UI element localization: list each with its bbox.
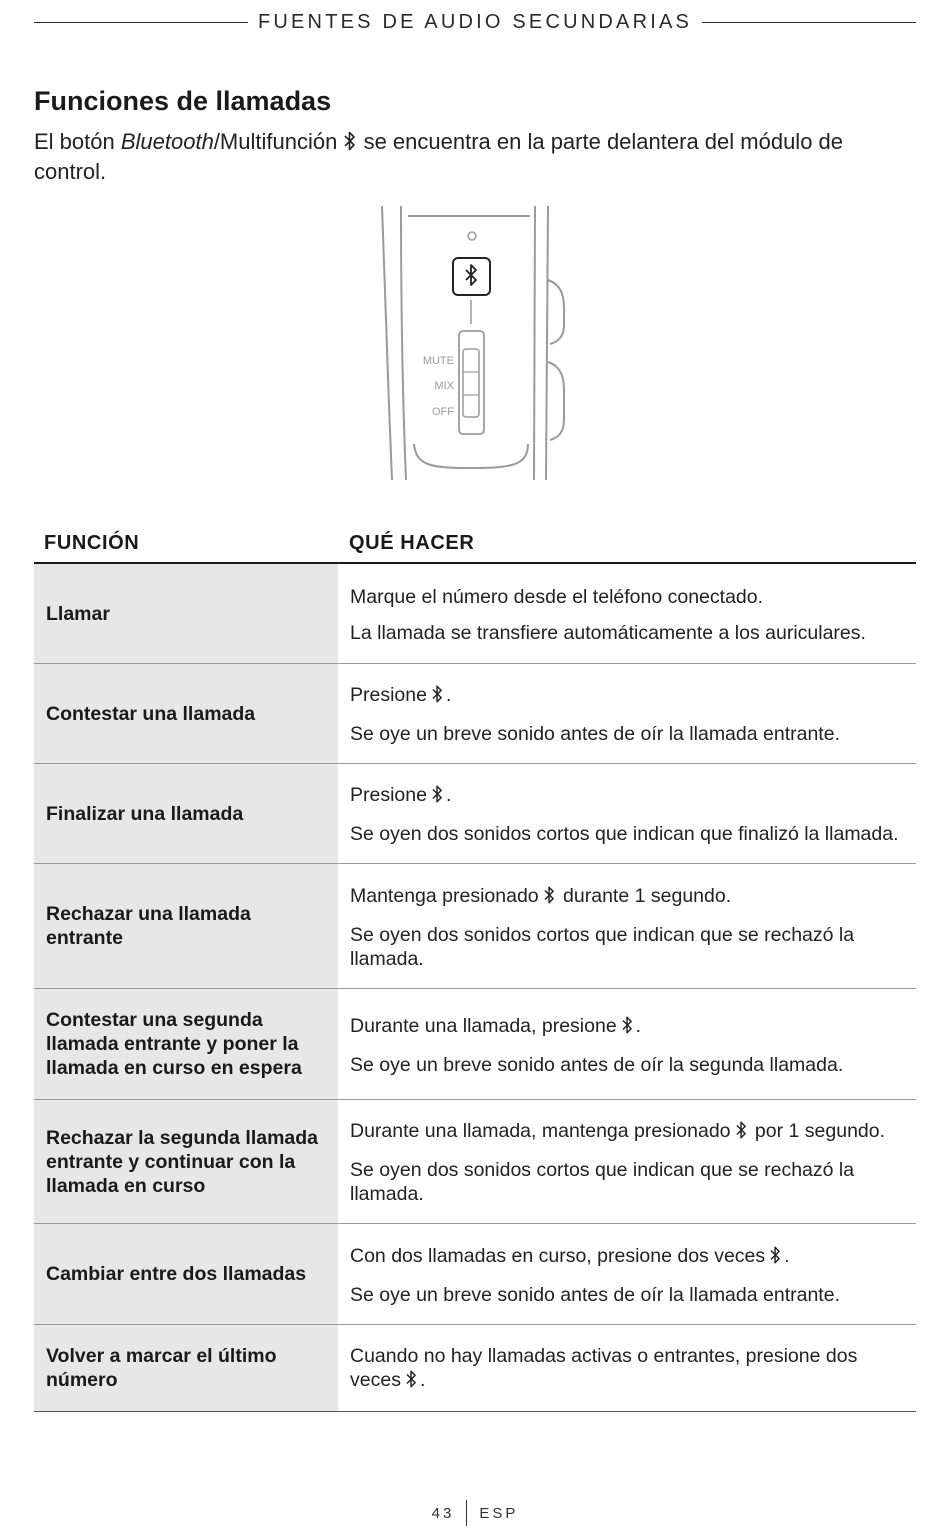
action-line xyxy=(350,1053,904,1077)
action-cell xyxy=(338,1100,916,1223)
function-cell: Volver a marcar el último número xyxy=(34,1325,338,1411)
action-cell xyxy=(338,989,916,1099)
action-text: Se oye un breve sonido antes de oír la llamada entrante. xyxy=(350,723,840,745)
action-text-after: . xyxy=(635,1014,642,1037)
header-what-to-do: QUÉ HACER xyxy=(349,532,475,554)
action-line xyxy=(350,1283,904,1307)
action-text: Cuando no hay llamadas activas o entrantes, presione dos veces xyxy=(350,1344,858,1391)
header-rule-right xyxy=(702,22,916,23)
intro-italic: Bluetooth xyxy=(120,129,214,154)
action-line xyxy=(350,683,904,710)
table-row xyxy=(34,989,916,1100)
table-row xyxy=(34,1325,916,1412)
action-line xyxy=(350,923,904,971)
function-cell: Rechazar la segunda llamada entrante y continuar con la llamada en curso xyxy=(34,1100,338,1223)
action-line xyxy=(350,822,904,846)
action-text: Durante una llamada, presione xyxy=(350,1014,617,1037)
action-text: Mantenga presionado xyxy=(350,884,539,907)
bluetooth-icon xyxy=(466,265,476,285)
action-text: Presione xyxy=(350,784,427,806)
action-text: La llamada se transfiere automáticamente a los auriculares. xyxy=(350,621,866,644)
bluetooth-icon xyxy=(543,885,556,911)
action-cell xyxy=(338,564,916,663)
action-text: Se oyen dos sonidos cortos que indican que se rechazó la llamada. xyxy=(350,1159,855,1205)
bluetooth-icon xyxy=(431,684,444,710)
action-text: Con dos llamadas en curso, presione dos veces xyxy=(350,1244,766,1267)
intro-part3: se encuentra en la parte delantera del módulo de control. xyxy=(34,129,844,184)
action-text-after: . xyxy=(445,784,452,806)
control-module-illustration xyxy=(370,204,580,482)
action-cell xyxy=(338,664,916,763)
function-cell: Contestar una llamada xyxy=(34,664,338,763)
page-heading: Funciones de llamadas xyxy=(34,86,332,116)
page-number: 43 xyxy=(431,1504,455,1522)
bluetooth-icon xyxy=(621,1015,634,1041)
bluetooth-icon xyxy=(735,1120,748,1146)
function-cell: Finalizar una llamada xyxy=(34,764,338,863)
bluetooth-icon xyxy=(343,130,357,158)
action-line xyxy=(350,1014,904,1041)
header-rule-left xyxy=(34,22,248,23)
action-cell xyxy=(338,864,916,988)
table-row xyxy=(34,664,916,764)
action-text: Marque el número desde el teléfono conectado. xyxy=(350,585,764,608)
action-text-after: por 1 segundo. xyxy=(749,1120,886,1142)
action-text-after: . xyxy=(445,684,452,706)
action-line xyxy=(350,884,904,911)
action-line xyxy=(350,1244,904,1271)
function-cell: Contestar una segunda llamada entrante y poner la llamada en curso en espera xyxy=(34,989,338,1099)
off-label: OFF xyxy=(432,406,454,418)
page-footer xyxy=(0,1500,950,1526)
intro-part1: El botón xyxy=(34,129,121,154)
action-cell xyxy=(338,1224,916,1324)
action-text: Durante una llamada, mantenga presionado xyxy=(350,1120,731,1142)
footer-separator xyxy=(466,1500,467,1526)
section-title: FUENTES DE AUDIO SECUNDARIAS xyxy=(257,10,693,33)
mix-label: MIX xyxy=(434,380,454,392)
action-text-after: durante 1 segundo. xyxy=(557,884,732,907)
intro-part2: /Multifunción xyxy=(213,129,338,154)
call-functions-table xyxy=(34,524,916,1412)
table-row xyxy=(34,1100,916,1224)
section-header xyxy=(34,8,916,36)
action-line xyxy=(350,1119,904,1146)
bluetooth-icon xyxy=(769,1245,782,1271)
action-text: Se oyen dos sonidos cortos que indican que se rechazó la llamada. xyxy=(350,923,855,970)
function-cell: Rechazar una llamada entrante xyxy=(34,864,338,988)
action-line xyxy=(350,783,904,810)
table-row xyxy=(34,1224,916,1325)
action-text: Se oye un breve sonido antes de oír la llamada entrante. xyxy=(350,1283,840,1306)
language-code: ESP xyxy=(479,1504,519,1522)
mute-label: MUTE xyxy=(422,355,454,367)
action-cell xyxy=(338,1325,916,1411)
action-line xyxy=(350,621,904,645)
action-text-after: . xyxy=(419,1368,426,1391)
table-row xyxy=(34,864,916,989)
table-row xyxy=(34,764,916,864)
table-body xyxy=(34,564,916,1412)
intro-paragraph xyxy=(34,128,914,185)
action-text: Presione xyxy=(350,684,427,706)
action-line xyxy=(350,585,904,609)
action-cell xyxy=(338,764,916,863)
action-line xyxy=(350,1158,904,1206)
function-cell: Cambiar entre dos llamadas xyxy=(34,1224,338,1324)
bluetooth-icon xyxy=(431,784,444,810)
table-row xyxy=(34,564,916,664)
action-line xyxy=(350,722,904,746)
action-text: Se oye un breve sonido antes de oír la segunda llamada. xyxy=(350,1053,844,1076)
bluetooth-icon xyxy=(405,1369,418,1395)
action-text: Se oyen dos sonidos cortos que indican que finalizó la llamada. xyxy=(350,823,899,845)
action-text-after: . xyxy=(784,1244,790,1267)
action-line xyxy=(350,1344,904,1395)
function-cell: Llamar xyxy=(34,564,338,663)
table-header xyxy=(34,524,916,564)
header-function: FUNCIÓN xyxy=(44,532,140,554)
